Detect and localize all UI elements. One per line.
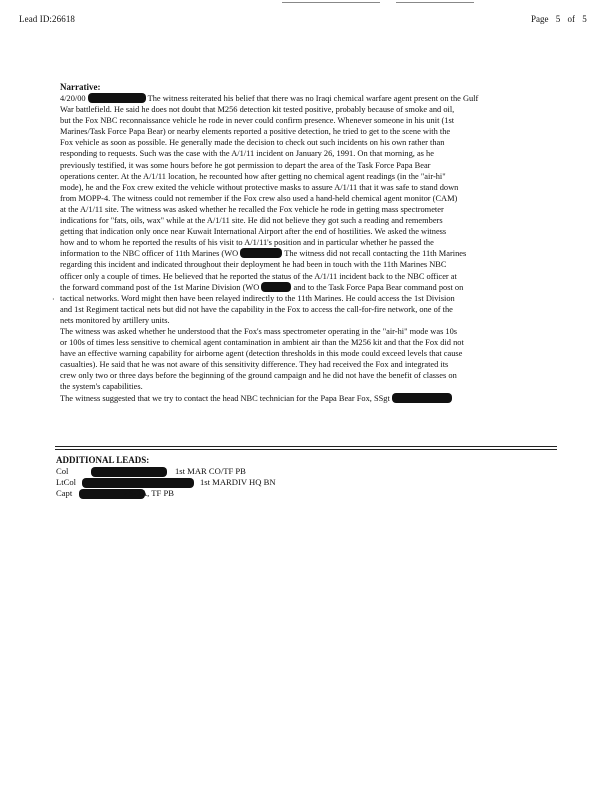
narrative-line: [60, 259, 560, 270]
section-divider-double: [55, 449, 557, 450]
narrative-line: [60, 160, 560, 171]
narrative-line: [60, 93, 560, 104]
section-divider: [55, 446, 557, 447]
narrative-body: [60, 93, 560, 404]
narrative-text: operations center. At the A/1/11 location, he recounted how after getting no chemical agent readings (in the "air-hi": [60, 171, 446, 181]
lead-unit: 1st MARDIV HQ BN: [200, 477, 276, 487]
narrative-text: previously testified, it was some hours before he got permission to depart the area of the Task Force Papa Bear: [60, 160, 431, 170]
lead-id: Lead ID:26618: [19, 14, 76, 24]
narrative-line: [60, 171, 560, 182]
narrative-line: [60, 215, 560, 226]
narrative-text: mode), he and the Fox crew exited the vehicle without protective masks to assure A/1/11 that it was safe to stand down: [60, 182, 459, 192]
lead-row-col: [56, 466, 246, 476]
narrative-text: responding to requests. Such was the case with the A/1/11 incident on January 26, 1991. On that morning, as he: [60, 149, 434, 159]
narrative-line: [60, 204, 560, 215]
narrative-text: The witness reiterated his belief that there was no Iraqi chemical warfare agent present on the Gulf: [145, 94, 479, 103]
lead-row-capt: [56, 488, 174, 498]
narrative-line: [60, 348, 560, 359]
narrative-line: [60, 193, 560, 204]
narrative-line: [60, 304, 560, 315]
narrative-line: [60, 315, 560, 326]
page-counter: [531, 14, 592, 24]
narrative-text: regarding this incident and indicated throughout their deployment he had been in touch with the 11th Marines NBC: [60, 260, 447, 270]
narrative-line: [60, 271, 560, 282]
narrative-line: [60, 282, 560, 293]
narrative-text: how and to whom he reported the results of his visit to A/1/11's position and in particular whether he passed the: [60, 238, 434, 248]
margin-mark: ·: [52, 295, 55, 304]
narrative-line: [60, 226, 560, 237]
narrative-text: 4/20/00: [60, 94, 88, 103]
redaction-block: [91, 467, 167, 477]
of-word: of: [567, 14, 575, 24]
redaction-block: [82, 478, 194, 488]
lead-title: LtCol: [56, 477, 77, 487]
narrative-line: [60, 337, 560, 348]
narrative-line: [60, 115, 560, 126]
narrative-line: [60, 104, 560, 115]
narrative-line: [60, 248, 560, 259]
narrative-text: officer only a couple of times. He believed that he reported the status of the A/1/11 incident back to the NBC officer at: [60, 271, 457, 281]
additional-leads-heading: ADDITIONAL LEADS:: [56, 455, 150, 465]
narrative-line: [60, 126, 560, 137]
narrative-text: from MOPP-4. The witness could not remember if the Fox crew also used a hand-held chemical agent monitor (CAM): [60, 193, 458, 203]
narrative-line: [60, 326, 560, 337]
narrative-text: crew only two or three days before the beginning of the ground campaign and he did not have the benefit of classes on: [60, 371, 457, 381]
narrative-line: [60, 137, 560, 148]
narrative-text: or 100s of times less sensitive to chemical agent contamination in ambient air than the M256 kit and that the Fox did not: [60, 338, 464, 348]
narrative-line: [60, 393, 560, 404]
narrative-text: casualties). He said that he was not aware of this sensitivity difference. They had received the Fox and integrated its: [60, 360, 449, 370]
narrative-text: indications for "fats, oils, wax" while at the A/1/11 site. He did not believe they got such a reading and remembers: [60, 216, 443, 226]
narrative-line: [60, 293, 560, 304]
narrative-text: Marines/Task Force Papa Bear) or nearby elements reported a positive detection, he tried to get to the scene with the: [60, 127, 451, 137]
narrative-text: nets monitored by artillery units.: [60, 315, 170, 325]
narrative-text: the forward command post of the 1st Marine Division (WO: [60, 282, 262, 292]
redaction-block: [261, 282, 291, 292]
page-number: 5: [555, 14, 561, 24]
narrative-line: [60, 237, 560, 248]
narrative-text: at the A/1/11 site. The witness was asked whether he recalled the Fox vehicle he rode in getting mass spectrometer: [60, 204, 444, 214]
narrative-text: The witness was asked whether he understood that the Fox's mass spectrometer operating in the "air-hi" mode was 10s: [60, 326, 458, 336]
narrative-text: The witness suggested that we try to contact the head NBC technician for the Papa Bear Fox, SSgt: [60, 393, 392, 403]
narrative-line: [60, 148, 560, 159]
narrative-text: and to the Task Force Papa Bear command post on: [291, 282, 464, 292]
narrative-text: The witness did not recall contacting the 11th Marines: [282, 249, 467, 259]
redaction-block: [392, 393, 452, 403]
narrative-text: have an effective warning capability for airborne agent (detection thresholds in this mode could exceed levels that cause: [60, 349, 463, 359]
narrative-text: the system's capabilities.: [60, 382, 143, 392]
narrative-line: [60, 182, 560, 193]
page-word: Page: [531, 14, 549, 24]
lead-unit: 1st MAR CO/TF PB: [175, 466, 246, 476]
narrative-text: and 1st Regiment tactical nets but did not have the capability in the Fox to access the call-for-fire network, one of the: [60, 304, 453, 314]
narrative-line: [60, 381, 560, 392]
narrative-label: Narrative:: [60, 82, 101, 92]
lead-unit: - S-3A, TF PB: [124, 488, 174, 498]
narrative-line: [60, 370, 560, 381]
narrative-text: getting that indication only once near Kuwait International Airport after the end of hostilities. We asked the witness: [60, 227, 447, 237]
redaction-block: [240, 248, 282, 258]
lead-title: Col: [56, 466, 69, 476]
narrative-text: Fox vehicle as soon as possible. He generally made the decision to check out such incidents on his own rather than: [60, 138, 445, 148]
lead-title: Capt: [56, 488, 73, 498]
narrative-text: information to the NBC officer of 11th Marines (WO: [60, 249, 241, 259]
lead-row-ltcol: [56, 477, 276, 487]
narrative-text: but the Fox NBC reconnaissance vehicle he rode in never could confirm presence. Whenever someone in his unit (1st: [60, 116, 455, 126]
top-rule-left: [282, 2, 380, 3]
redaction-block: [88, 93, 146, 103]
narrative-text: War battlefield. He said he does not doubt that M256 detection kit tested positive, probably because of smoke and oil,: [60, 105, 455, 115]
narrative-line: [60, 359, 560, 370]
top-rule-right: [396, 2, 474, 3]
narrative-text: tactical networks. Word might then have been relayed indirectly to the 11th Marines. He could access the 1st Division: [60, 293, 455, 303]
page-total: 5: [582, 14, 587, 24]
